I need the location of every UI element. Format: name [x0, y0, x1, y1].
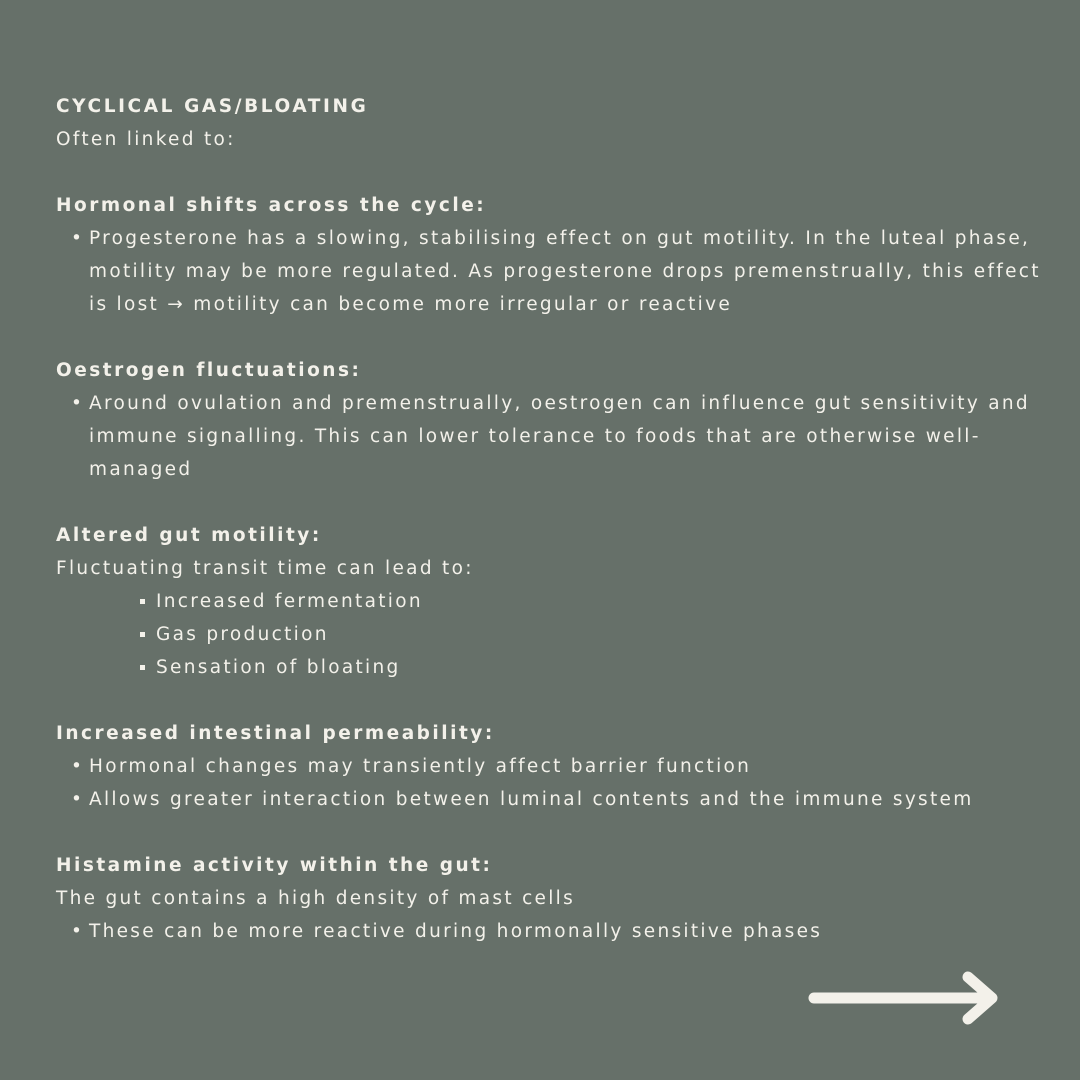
bullet-mast-cells: • These can be more reactive during hormonally sensitive phases [56, 915, 1046, 948]
oestrogen-list [56, 387, 1046, 486]
section-heading-hormonal-shifts: Hormonal shifts across the cycle: [56, 195, 487, 216]
list-item-bloating: Sensation of bloating [56, 651, 1046, 684]
bullet-progesterone: • Progesterone has a slowing, stabilising effect on gut motility. In the luteal phase, motility may be more regulated. As progesterone drops premenstrually, this effect is lost → motility can become more irregular or reactive [56, 222, 1046, 321]
page-title: CYCLICAL GAS/BLOATING [56, 96, 369, 117]
histamine-list [56, 915, 1046, 948]
gut-motility-text: Fluctuating transit time can lead to: [56, 558, 474, 579]
histamine-text: The gut contains a high density of mast cells [56, 888, 576, 909]
permeability-list [56, 750, 1046, 816]
spacer [56, 816, 1046, 849]
spacer [56, 486, 1046, 519]
bullet-oestrogen: • Around ovulation and premenstrually, oestrogen can influence gut sensitivity and immune signalling. This can lower tolerance to foods that are otherwise well-managed [56, 387, 1046, 486]
section-heading-histamine: Histamine activity within the gut: [56, 855, 493, 876]
list-item-fermentation: Increased fermentation [56, 585, 1046, 618]
bullet-immune-interaction: • Allows greater interaction between luminal contents and the immune system [56, 783, 1046, 816]
intro-text: Often linked to: [56, 129, 236, 150]
section-heading-permeability: Increased intestinal permeability: [56, 723, 495, 744]
spacer [56, 321, 1046, 354]
arrow-right-icon[interactable] [808, 970, 1000, 1028]
bullet-barrier-function: • Hormonal changes may transiently affect barrier function [56, 750, 1046, 783]
section-heading-gut-motility: Altered gut motility: [56, 525, 322, 546]
content [56, 90, 1046, 948]
spacer [56, 684, 1046, 717]
section-heading-oestrogen: Oestrogen fluctuations: [56, 360, 362, 381]
hormonal-shifts-list [56, 222, 1046, 321]
spacer [56, 156, 1046, 189]
gut-motility-list [56, 585, 1046, 684]
list-item-gas-production: Gas production [56, 618, 1046, 651]
